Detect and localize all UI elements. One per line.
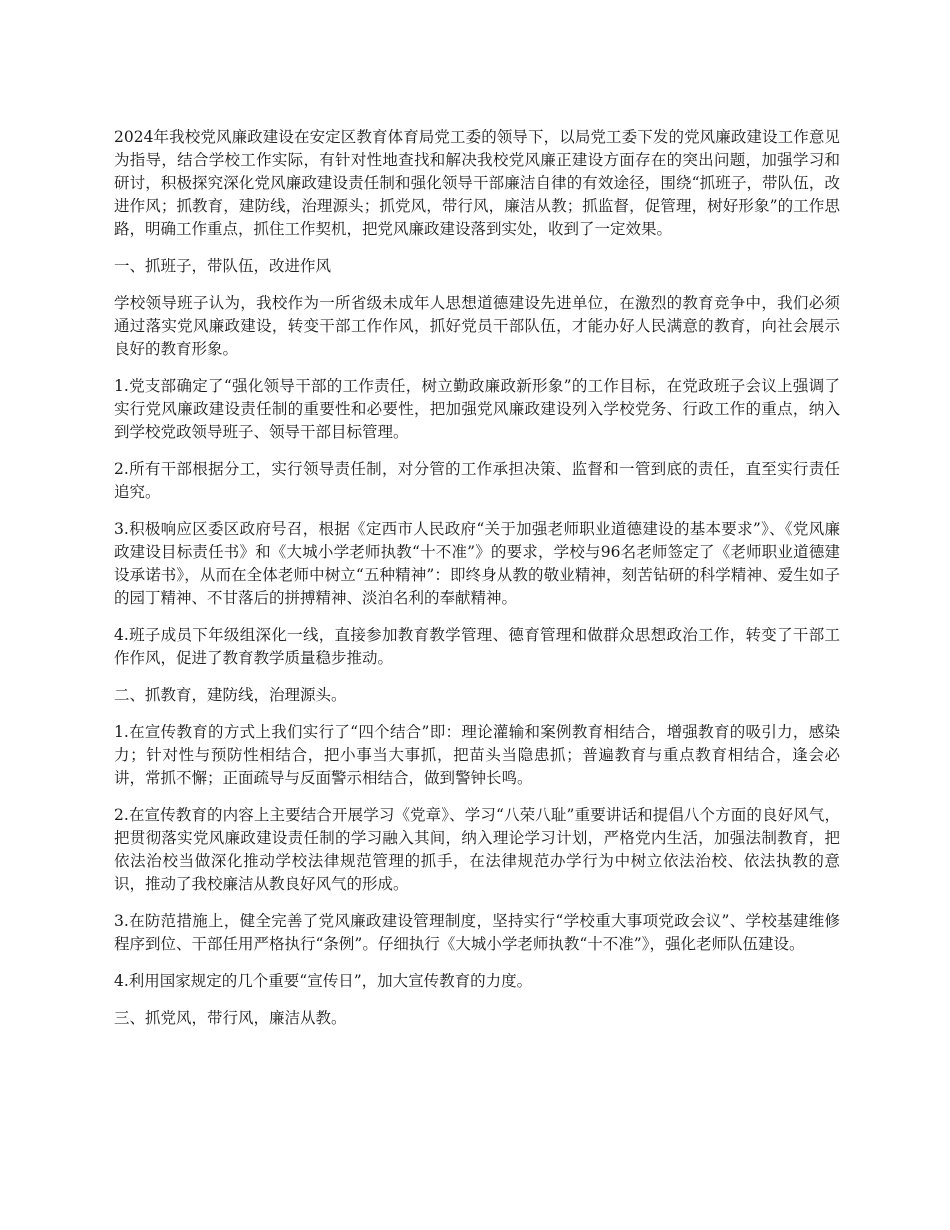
section-1-item-2: 2.所有干部根据分工，实行领导责任制，对分管的工作承担决策、监督和一管到底的责任，直至实行责任追究。 xyxy=(114,460,840,501)
section-2-item-3: 3.在防范措施上，健全完善了党风廉政建设管理制度，坚持实行“学校重大事项党政会议”、学校基建维修程序到位、干部任用严格执行“条例”。仔细执行《大城小学老师执教“十不准”》，强化老师队伍建设。 xyxy=(114,912,840,953)
document-body xyxy=(114,126,840,1044)
section-2-item-2: 2.在宣传教育的内容上主要结合开展学习《党章》、学习“八荣八耻”重要讲话和提倡八个方面的良好风气，把贯彻落实党风廉政建设责任制的学习融入其间，纳入理论学习计划，严格党内生活，加强法制教育，把依法治校当做深化推动学校法律规范管理的抓手，在法律规范办学行为中树立依法治校、依法执教的意识，推动了我校廉洁从教良好风气的形成。 xyxy=(114,806,840,893)
section-1-item-3: 3.积极响应区委区政府号召，根据《定西市人民政府“关于加强老师职业道德建设的基本要求”》、《党风廉政建设目标责任书》和《大城小学老师执教“十不准”》的要求，学校与96名老师签定了《老师职业道德建设承诺书》，从而在全体老师中树立“五种精神”：即终身从教的敬业精神，刻苦钻研的科学精神、爱生如子的园丁精神、不甘落后的拼搏精神、淡泊名利的奉献精神。 xyxy=(114,520,840,607)
section-1-item-1: 1.党支部确定了“强化领导干部的工作责任，树立勤政廉政新形象”的工作目标，在党政班子会议上强调了实行党风廉政建设责任制的重要性和必要性，把加强党风廉政建设列入学校党务、行政工作的重点，纳入到学校党政领导班子、领导干部目标管理。 xyxy=(114,377,840,441)
section-heading-2: 二、抓教育，建防线，治理源头。 xyxy=(114,686,347,704)
section-2-item-1: 1.在宣传教育的方式上我们实行了“四个结合”即：理论灌输和案例教育相结合，增强教育的吸引力，感染力；针对性与预防性相结合，把小事当大事抓，把苗头当隐患抓；普遍教育与重点教育相结合，逢会必讲，常抓不懈；正面疏导与反面警示相结合，做到警钟长鸣。 xyxy=(114,723,840,787)
section-heading-1: 一、抓班子，带队伍，改进作风 xyxy=(114,257,332,275)
section-2-item-4: 4.利用国家规定的几个重要“宣传日”，加大宣传教育的力度。 xyxy=(114,972,533,990)
section-heading-3: 三、抓党风，带行风，廉洁从教。 xyxy=(114,1009,347,1027)
intro-paragraph: 2024年我校党风廉政建设在安定区教育体育局党工委的领导下，以局党工委下发的党风廉政建设工作意见为指导，结合学校工作实际，有针对性地查找和解决我校党风廉正建设方面存在的突出问题，加强学习和研讨，积极探究深化党风廉政建设责任制和强化领导干部廉洁自律的有效途径，围绕“抓班子，带队伍，改进作风；抓教育，建防线，治理源头；抓党风，带行风，廉洁从教；抓监督，促管理，树好形象”的工作思路，明确工作重点，抓住工作契机，把党风廉政建设落到实处，收到了一定效果。 xyxy=(114,128,840,238)
section-1-item-4: 4.班子成员下年级组深化一线，直接参加教育教学管理、德育管理和做群众思想政治工作，转变了干部工作作风，促进了教育教学质量稳步推动。 xyxy=(114,626,840,667)
section-1-intro-paragraph: 学校领导班子认为，我校作为一所省级未成年人思想道德建设先进单位，在激烈的教育竞争中，我们必须通过落实党风廉政建设，转变干部工作作风，抓好党员干部队伍，才能办好人民满意的教育，向社会展示良好的教育形象。 xyxy=(114,294,840,358)
